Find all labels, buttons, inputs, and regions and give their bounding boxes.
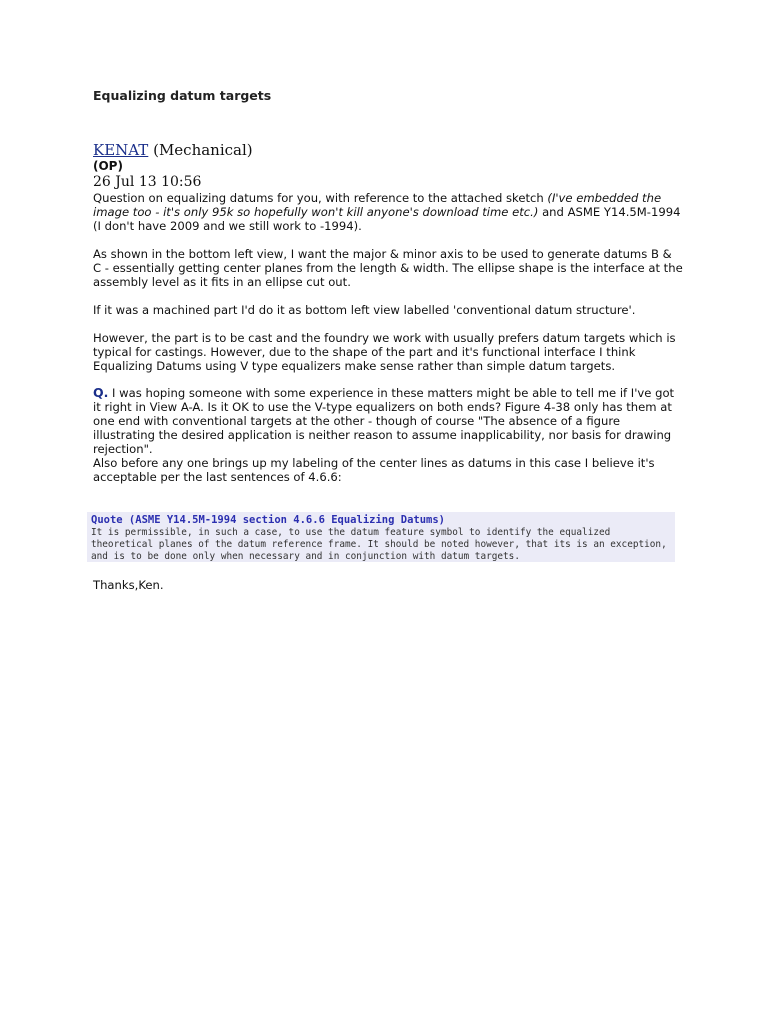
paragraph-1-italic: (I've embedded the image too - it's only 95k so hopefully won't kill anyone's download time etc.)	[93, 191, 662, 219]
paragraph-1-start: Question on equalizing datums for you, with reference to the attached sketch	[93, 191, 548, 205]
paragraph-2: As shown in the bottom left view, I want the major & minor axis to be used to generate datums B & C - essentially getting center planes from the length & width. The ellipse shape is the interface at the assembly level as it fits in an ellipse cut out.	[93, 247, 683, 289]
quote-heading: Quote (ASME Y14.5M-1994 section 4.6.6 Equalizing Datums)	[91, 514, 446, 526]
quote-box	[87, 512, 675, 562]
paragraph-1	[93, 191, 683, 233]
question-label: Q.	[93, 385, 109, 400]
paragraph-4: However, the part is to be cast and the foundry we work with usually prefers datum targets which is typical for castings. However, due to the shape of the part and it's functional interface I think Equalizing Datums using V type equalizers make sense rather than simple datum targets.	[93, 331, 676, 373]
paragraph-5	[93, 386, 683, 456]
author-link[interactable]: KENAT	[93, 141, 149, 159]
author-role: (Mechanical)	[153, 141, 253, 159]
signoff: Thanks,Ken.	[93, 578, 164, 592]
op-tag: (OP)	[93, 159, 123, 173]
paragraph-6: Also before any one brings up my labeling of the center lines as datums in this case I believe it's acceptable per the last sentences of 4.6.6:	[93, 456, 655, 484]
paragraph-3: If it was a machined part I'd do it as bottom left view labelled 'conventional datum structure'.	[93, 303, 636, 317]
paragraph-1-end: and ASME Y14.5M-1994 (I don't have 2009 and we still work to -1994).	[93, 205, 681, 233]
quote-text: It is permissible, in such a case, to use the datum feature symbol to identify the equalized theoretical planes of the datum reference frame. It should be noted however, that its is an exception, and is to be done only when necessary and in conjunction with datum targets.	[91, 527, 667, 562]
thread-title: Equalizing datum targets	[93, 88, 272, 103]
paragraph-5-text: I was hoping someone with some experience in these matters might be able to tell me if I've got it right in View A-A. Is it OK to use the V-type equalizers on both ends? Figure 4-38 only has them at one end with conventional targets at the other - though of course "The absence of a figure illustrating the desired application is neither reason to assume inapplicability, nor basis for drawing rejection".	[93, 386, 675, 456]
post-date: 26 Jul 13 10:56	[93, 174, 202, 190]
author-line	[93, 141, 253, 159]
